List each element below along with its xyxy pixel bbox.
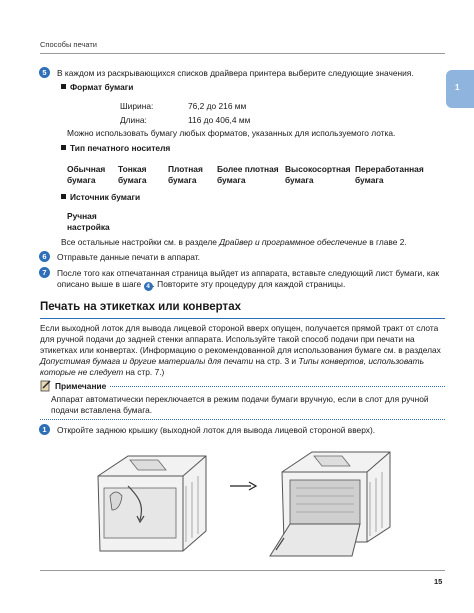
step-7-line1: После того как отпечатанная страница выйдет из аппарата, вставьте следующий лист бумаги, как <box>57 268 440 278</box>
length-value: 116 до 406,4 мм <box>188 115 251 125</box>
media-option: Тонкая бумага <box>118 164 147 185</box>
width-value: 76,2 до 216 мм <box>188 101 247 111</box>
bullet-square <box>61 194 66 199</box>
step-1-number: 1 <box>39 424 50 435</box>
paper-source-value: Ручная настройка <box>67 211 110 232</box>
step-5-number: 5 <box>39 67 50 78</box>
length-label: Длина: <box>120 115 147 125</box>
section-title: Печать на этикетках или конвертах <box>40 301 241 313</box>
media-type-heading: Тип печатного носителя <box>61 143 170 154</box>
media-option: Переработанная бумага <box>355 164 424 185</box>
page-number: 15 <box>434 577 443 586</box>
other-settings-text: Все остальные настройки см. в разделе Драйвер и программное обеспечение в главе 2. <box>61 237 407 247</box>
note-pen-icon <box>40 380 52 392</box>
media-option: Высокосортная бумага <box>285 164 351 185</box>
media-option: Плотная бумага <box>168 164 203 185</box>
bullet-square <box>61 84 66 89</box>
printer-closed-illustration <box>88 446 218 561</box>
step-6-text: Отправьте данные печати в аппарат. <box>57 252 201 262</box>
chapter-tab <box>446 70 474 108</box>
step-1-text: Откройте заднюю крышку (выходной лоток для вывода лицевой стороной вверх). <box>57 425 376 435</box>
media-option: Обычная бумага <box>67 164 106 185</box>
footer-rule <box>40 570 445 571</box>
note-bottom-rule <box>40 419 445 420</box>
paper-size-heading: Формат бумаги <box>61 82 133 93</box>
header-rule <box>40 53 445 54</box>
section-rule <box>40 318 445 319</box>
step-6-number: 6 <box>39 251 50 262</box>
chapter-number: 1 <box>455 83 460 92</box>
step-5-text: В каждом из раскрывающихся списков драйвера принтера выберите следующие значения. <box>57 68 414 78</box>
printer-open-illustration <box>262 442 402 562</box>
step-7-line2: описано выше в шаге 4 . Повторите эту процедуру для каждой страницы. <box>57 279 346 290</box>
header-title: Способы печати <box>40 40 97 49</box>
step-7-number: 7 <box>39 267 50 278</box>
note-title: Примечание <box>55 381 107 391</box>
section-paragraph: Если выходной лоток для вывода лицевой стороной вверх опущен, получается прямой тракт от слота для ручной подачи до задней стенки аппарата. Используйте такой способ подачи при печати на этикетках или конвертах. (Информацию о рекомендованной для использования бумаге см. в разделах Допустимая бумага и другие материалы для печати на стр. 3 и Типы конвертов, использовать которые не следует на стр. 7.) <box>40 323 441 377</box>
note-rule <box>110 386 445 387</box>
note-text: Аппарат автоматически переключается в режим подачи бумаги вручную, если в слот для ручной подачи вставлена бумага. <box>51 394 429 415</box>
paper-size-note: Можно использовать бумагу любых форматов, указанных для используемого лотка. <box>67 128 396 138</box>
right-arrow-icon <box>229 480 257 492</box>
bullet-square <box>61 145 66 150</box>
paper-source-heading: Источник бумаги <box>61 192 140 203</box>
step-ref-circle: 4 <box>144 282 153 291</box>
media-option: Более плотная бумага <box>217 164 279 185</box>
width-label: Ширина: <box>120 101 154 111</box>
